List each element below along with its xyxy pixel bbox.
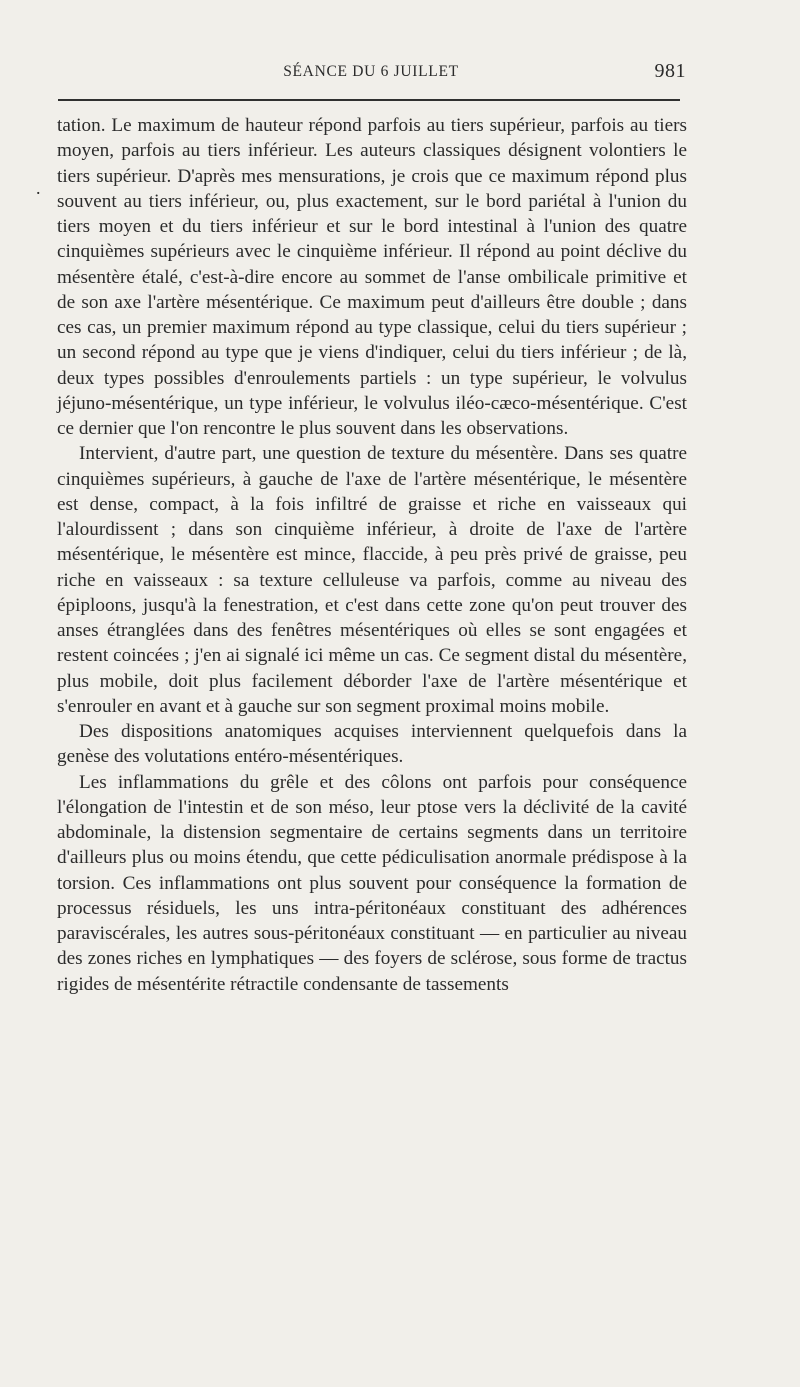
running-head	[58, 58, 684, 88]
margin-mark: .	[36, 178, 41, 198]
body-text	[57, 113, 687, 997]
running-title: SÉANCE DU 6 JUILLET	[283, 63, 459, 80]
header-rule	[58, 99, 680, 101]
paragraph-3: Des dispositions anatomiques acquises interviennent quelquefois dans la genèse des volutations entéro-mésentériques.	[57, 721, 687, 768]
paragraph-2: Intervient, d'autre part, une question de texture du mésentère. Dans ses quatre cinquièmes supérieurs, à gauche de l'axe de l'artère mésentérique, le mésentère est dense, compact, à la fois infiltré de graisse et riche en vaisseaux qui l'alourdissent ; dans son cinquième inférieur, à droite de l'axe de l'artère mésentérique, le mésentère est mince, flaccide, à peu près privé de graisse, peu riche en vaisseaux : sa texture celluleuse va parfois, comme au niveau des épiploons, jusqu'à la fenestration, et c'est dans cette zone qu'on peut trouver des anses étranglées dans des fenêtres mésentériques où elles se sont engagées et restent coincées ; j'en ai signalé ici même un cas. Ce segment distal du mésentère, plus mobile, doit plus facilement déborder l'axe de l'artère mésentérique et s'enrouler en avant et à gauche sur son segment proximal moins mobile.	[57, 443, 687, 717]
page-number: 981	[654, 60, 686, 82]
paragraph-4: Les inflammations du grêle et des côlons ont parfois pour conséquence l'élongation de l'intestin et de son méso, leur ptose vers la déclivité de la cavité abdominale, la distension segmentaire de certains segments dans un territoire d'ailleurs plus ou moins étendu, que cette pédiculisation anormale prédispose à la torsion. Ces inflammations ont plus souvent pour conséquence la formation de processus résiduels, les uns intra-péritonéaux constituant des adhérences paraviscérales, les autres sous-péritonéaux constituant — en particulier au niveau des zones riches en lymphatiques — des foyers de sclérose, sous forme de tractus rigides de mésentérite rétractile condensante de tassements	[57, 771, 687, 995]
paragraph-1: tation. Le maximum de hauteur répond parfois au tiers supérieur, parfois au tiers moyen, parfois au tiers inférieur. Les auteurs classiques désignent volontiers le tiers supérieur. D'après mes mensurations, je crois que ce maximum répond plus souvent au tiers inférieur, ou, plus exactement, sur le bord pariétal à l'union du tiers moyen et du tiers inférieur et sur le bord intestinal à l'union des quatre cinquièmes supérieurs avec le cinquième inférieur. Il répond au point déclive du mésentère étalé, c'est-à-dire encore au sommet de l'anse ombilicale primitive et de son axe l'artère mésentérique. Ce maximum peut d'ailleurs être double ; dans ces cas, un premier maximum répond au type classique, celui du tiers supérieur ; un second répond au type que je viens d'indiquer, celui du tiers inférieur ; de là, deux types possibles d'enroulements partiels : un type supérieur, le volvulus jéjuno-mésentérique, un type inférieur, le volvulus iléo-cæco-mésentérique. C'est ce dernier que l'on rencontre le plus souvent dans les observations.	[57, 115, 687, 439]
